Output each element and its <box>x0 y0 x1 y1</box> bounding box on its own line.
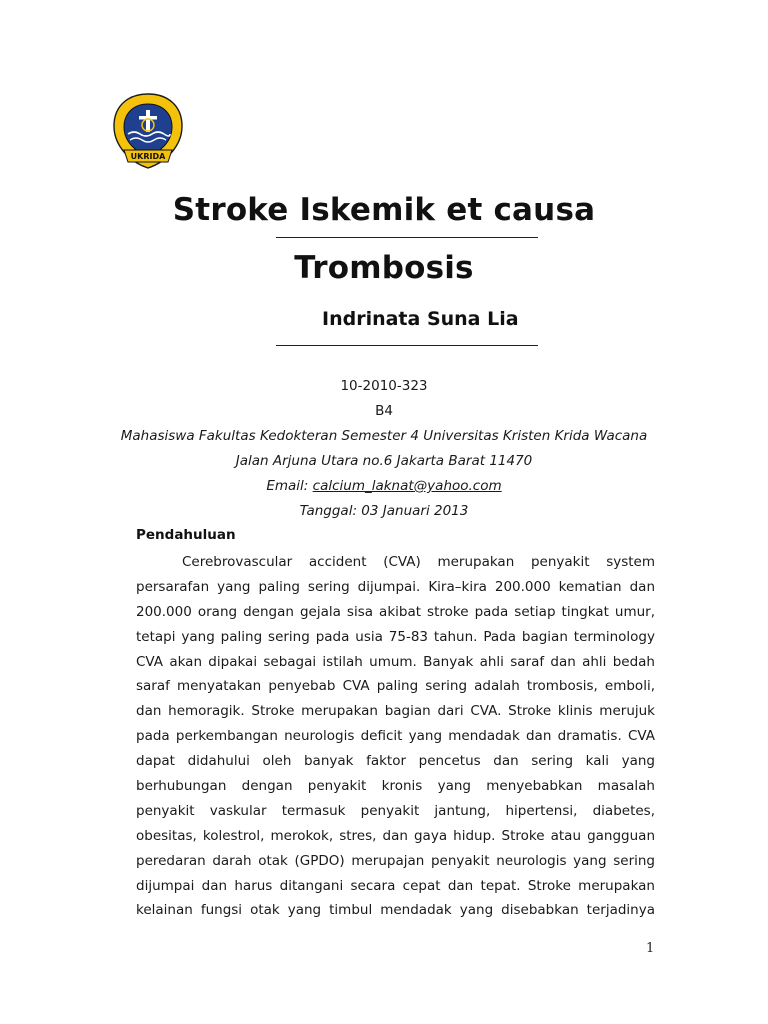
section-heading: Pendahuluan <box>136 527 236 543</box>
email-link[interactable]: calcium_laknat@yahoo.com <box>312 478 502 494</box>
body-line: obesitas, kolestrol, merokok, stres, dan gaya hidup. Stroke atau gangguan <box>136 827 655 844</box>
body-line: kelainan fungsi otak yang timbul mendadak yang disebabkan terjadinya <box>136 902 655 919</box>
university-seal-icon <box>110 92 186 170</box>
logo-text: UKRIDA <box>130 152 166 161</box>
email-line <box>0 478 768 494</box>
body-line: persarafan yang paling sering dijumpai. Kira–kira 200.000 kematian dan <box>136 578 655 595</box>
body-line: saraf menyatakan penyebab CVA paling sering adalah trombosis, emboli, <box>136 678 655 695</box>
title-divider <box>276 237 538 238</box>
body-paragraph <box>136 550 655 923</box>
author-name: Indrinata Suna Lia <box>322 308 519 330</box>
body-line: Cerebrovascular accident (CVA) merupakan penyakit system <box>182 554 655 570</box>
address: Jalan Arjuna Utara no.6 Jakarta Barat 11470 <box>235 453 533 469</box>
email-label: Email: <box>266 478 313 494</box>
body-line: 200.000 orang dengan gejala sisa akibat stroke pada setiap tingkat umur, <box>136 603 655 620</box>
affiliation: Mahasiswa Fakultas Kedokteran Semester 4 Universitas Kristen Krida Wacana <box>120 428 648 444</box>
body-line: pada perkembangan neurologis deficit yang mendadak dan dramatis. CVA <box>136 728 655 745</box>
body-line: dapat didahului oleh banyak faktor pencetus dan sering kali yang <box>136 753 655 770</box>
page-number: 1 <box>646 941 655 956</box>
body-line: penyakit vaskular termasuk penyakit jantung, hipertensi, diabetes, <box>136 802 655 819</box>
author-divider <box>276 345 538 346</box>
document-date: Tanggal: 03 Januari 2013 <box>299 503 469 519</box>
body-line: dijumpai dan harus ditangani secara cepat dan tepat. Stroke merupakan <box>136 877 655 894</box>
document-title-line-2: Trombosis <box>294 250 474 286</box>
body-line: CVA akan dipakai sebagai istilah umum. Banyak ahli saraf dan ahli bedah <box>136 653 655 670</box>
body-line: dan hemoragik. Stroke merupakan bagian dari CVA. Stroke klinis merujuk <box>136 703 655 720</box>
document-title-line-1: Stroke Iskemik et causa <box>172 192 596 228</box>
body-line: berhubungan dengan penyakit kronis yang menyebabkan masalah <box>136 778 655 795</box>
body-line: tetapi yang paling sering pada usia 75-83 tahun. Pada bagian terminology <box>136 628 655 645</box>
student-id: 10-2010-323 <box>340 378 428 394</box>
body-line: peredaran darah otak (GPDO) merupajan penyakit neurologis yang sering <box>136 852 655 869</box>
group-label: B4 <box>375 403 393 419</box>
